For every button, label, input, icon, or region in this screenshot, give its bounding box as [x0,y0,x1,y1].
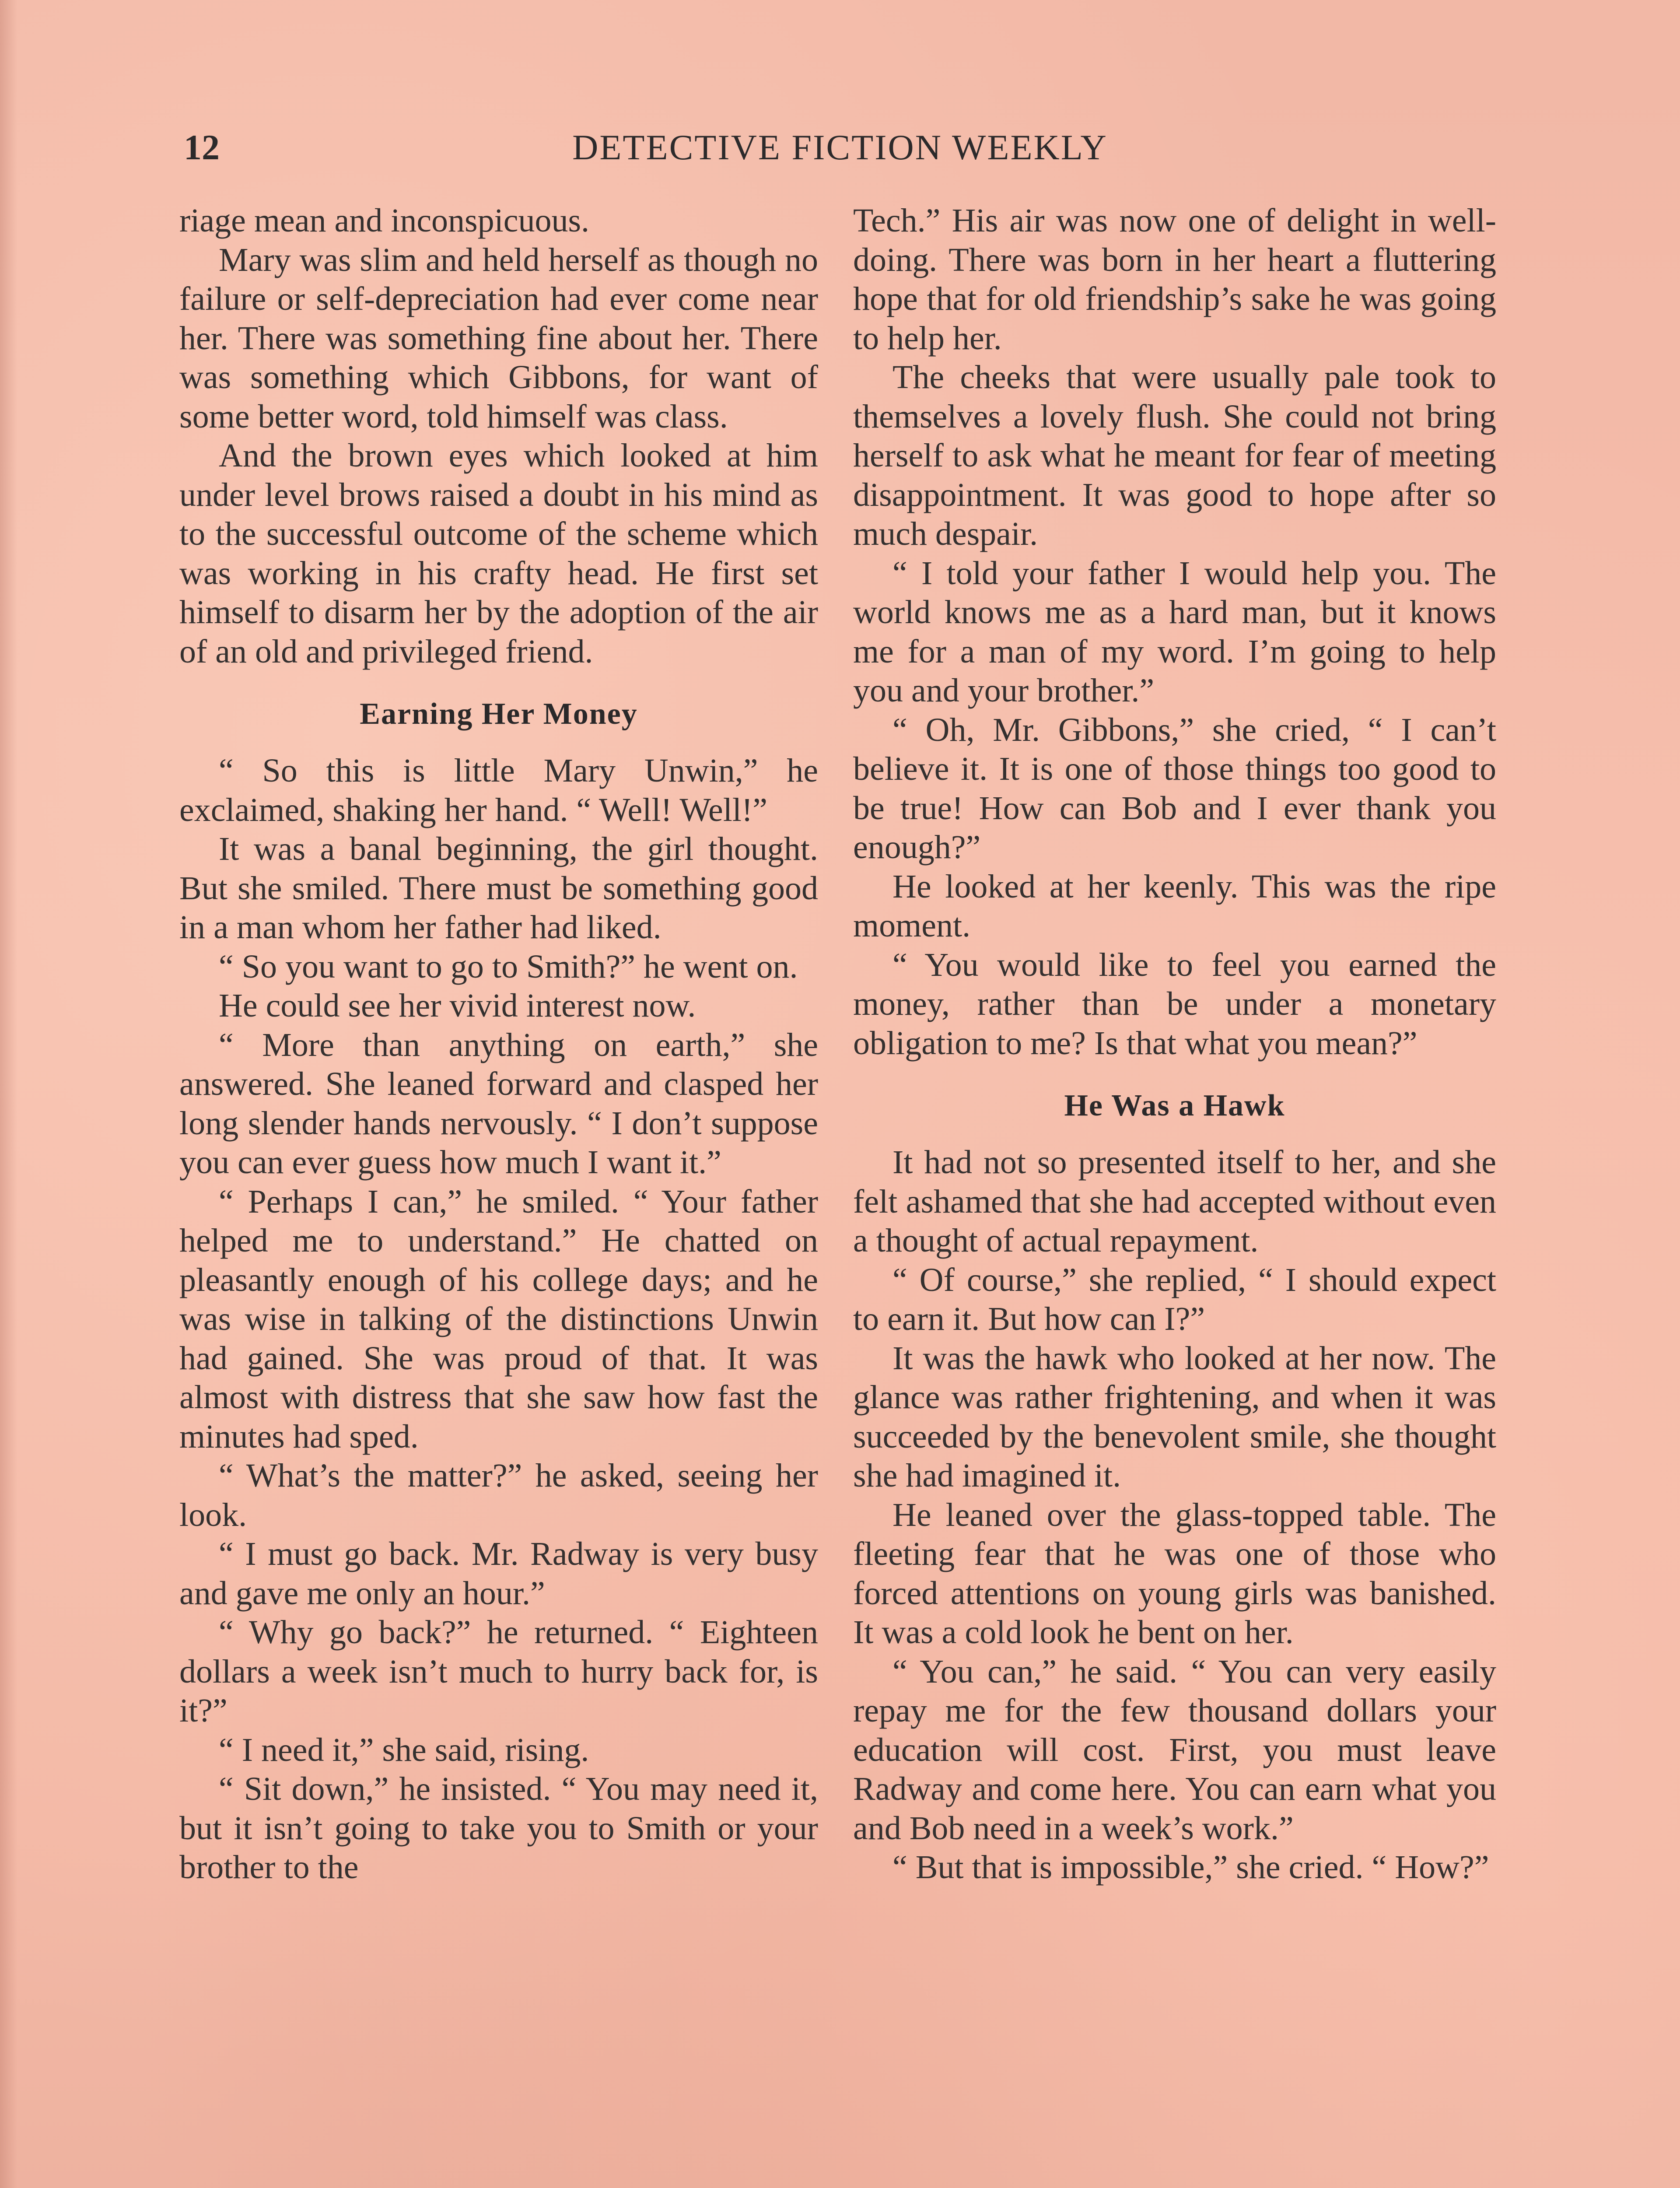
left-column-paragraph: “ Sit down,” he insisted. “ You may need it, but it isn’t going to take you to Smith or your brother to the [179,1771,818,1886]
left-column-paragraph: “ More than anything on earth,” she answered. She leaned forward and clasped her long slender hands nervously. “ I don’t suppose you can ever guess how much I want it.” [179,1026,818,1181]
left-column-paragraph: “ Perhaps I can,” he smiled. “ Your father helped me to understand.” He chatted on pleasantly enough of his college days; and he was wise in talking of the distinctions Unwin had gained. She was proud of that. It was almost with distress that she saw how fast the minutes had sped. [179,1183,818,1455]
right-column-paragraph: “ I told your father I would help you. The world knows me as a hard man, but it knows me for a man of my word. I’m going to help you and your brother.” [853,554,1496,709]
right-column-paragraph: “ Of course,” she replied, “ I should expect to earn it. But how can I?” [853,1261,1496,1337]
right-column-paragraph: The cheeks that were usually pale took to themselves a lovely flush. She could not bring herself to ask what he meant for fear of meeting disappointment. It was good to hope after so much despair. [853,359,1496,552]
right-column-paragraph: “ You would like to feel you earned the money, rather than be under a monetary obligation to me? Is that what you mean?” [853,946,1496,1062]
left-column-paragraph: He could see her vivid interest now. [219,987,696,1024]
left-column-section-heading: Earning Her Money [360,697,638,731]
right-column-paragraph: “ You can,” he said. “ You can very easily repay me for the few thousand dollars your education will cost. First, you must leave Radway and come here. You can earn what you and Bob need in a week’s work.” [853,1653,1496,1847]
page-header [184,123,1496,172]
right-column-paragraph: “ But that is impossible,” she cried. “ How?” [892,1849,1489,1886]
page-number: 12 [184,127,220,167]
left-column-paragraph: “ What’s the matter?” he asked, seeing her look. [179,1457,818,1533]
right-column-paragraph: Tech.” His air was now one of delight in well-doing. There was born in her heart a fluttering hope that for old friendship’s sake he was going to help her. [853,202,1496,357]
right-column-section-heading: He Was a Hawk [1064,1089,1285,1122]
right-column [853,201,1496,1887]
right-column-paragraph: He leaned over the glass-topped table. The fleeting fear that he was one of those who forced attentions on young girls was banished. It was a cold look he bent on her. [853,1496,1496,1651]
right-column-paragraph: It was the hawk who looked at her now. The glance was rather frightening, and when it was succeeded by the benevolent smile, she thought she had imagined it. [853,1339,1496,1494]
left-column-paragraph: riage mean and inconspicuous. [179,202,590,239]
right-column-paragraph: It had not so presented itself to her, and she felt ashamed that she had accepted without even a thought of actual repayment. [853,1144,1496,1259]
left-column-paragraph: “ So this is little Mary Unwin,” he exclaimed, shaking her hand. “ Well! Well!” [179,752,818,828]
right-column-paragraph: “ Oh, Mr. Gibbons,” she cried, “ I can’t believe it. It is one of those things too good to be true! How can Bob and I ever thank you enough?” [853,711,1496,866]
left-column-paragraph: It was a banal beginning, the girl thought. But she smiled. There must be something good in a man whom her father had liked. [179,831,818,946]
right-column-paragraph: He looked at her keenly. This was the ripe moment. [853,868,1496,944]
left-column-paragraph: “ I must go back. Mr. Radway is very busy and gave me only an hour.” [179,1536,818,1612]
left-column-paragraph: Mary was slim and held herself as though no failure or self-depreciation had ever come near her. There was something fine about her. There was something which Gibbons, for want of some better word, told himself was class. [179,241,818,435]
running-title: DETECTIVE FICTION WEEKLY [572,127,1108,167]
left-column-paragraph: “ So you want to go to Smith?” he went on. [219,948,798,985]
left-column-paragraph: “ Why go back?” he returned. “ Eighteen dollars a week isn’t much to hurry back for, is it?” [179,1614,818,1729]
left-column-paragraph: “ I need it,” she said, rising. [219,1731,589,1768]
left-column-paragraph: And the brown eyes which looked at him under level brows raised a doubt in his mind as to the successful outcome of the scheme which was working in his crafty head. He first set himself to disarm her by the adoption of the air of an old and privileged friend. [179,437,818,670]
left-column [179,201,818,1887]
